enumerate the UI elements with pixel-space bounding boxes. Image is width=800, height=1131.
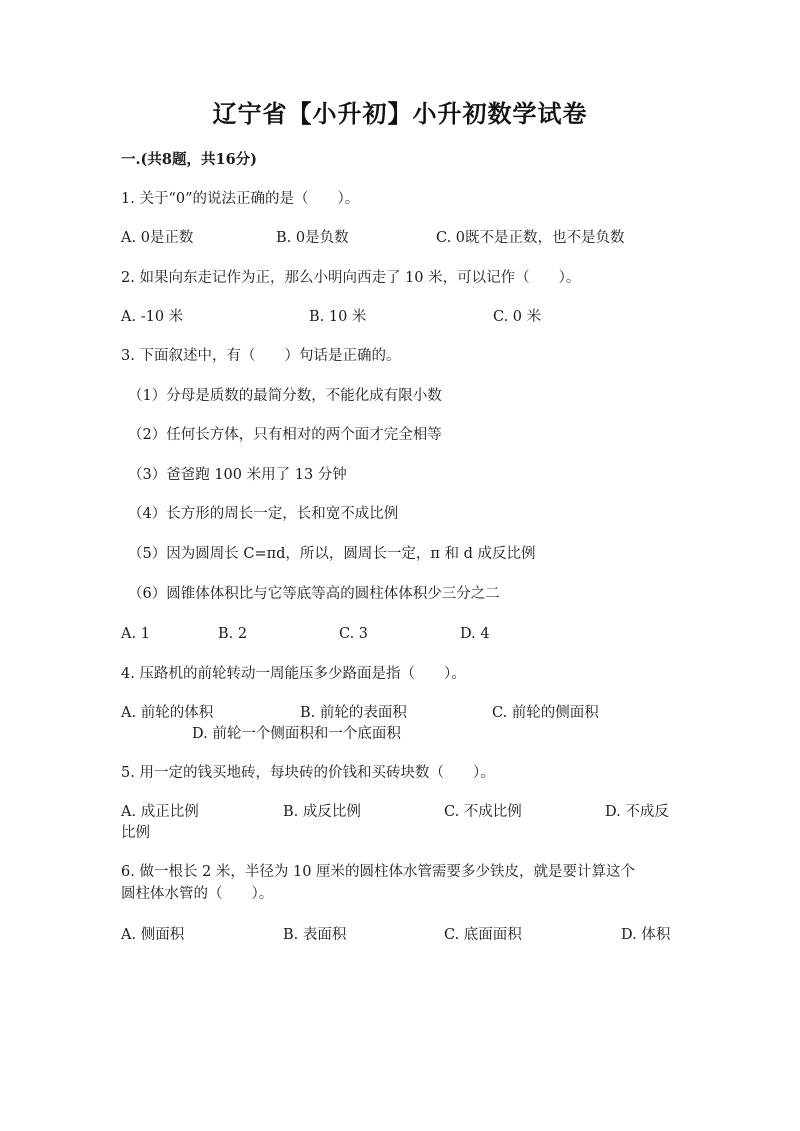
question-5-option-d: D. 不成反 — [605, 804, 669, 820]
question-4-option-d: D. 前轮一个侧面积和一个底面积 — [192, 726, 401, 742]
section-heading: 一.(共8题，共16分) — [121, 151, 258, 168]
question-3-statement: （1）分母是质数的最简分数，不能化成有限小数 — [128, 388, 442, 404]
question-6-option-a: A. 侧面积 — [121, 927, 185, 943]
question-4-option-b: B. 前轮的表面积 — [300, 705, 407, 721]
question-5-option-b: B. 成反比例 — [283, 804, 361, 820]
question-2-option-b: B. 10 米 — [309, 309, 367, 325]
question-3-statement: （6）圆锥体体积比与它等底等高的圆柱体体积少三分之二 — [128, 586, 500, 602]
question-3-statement: （3）爸爸跑 100 米用了 13 分钟 — [128, 467, 347, 483]
question-3-stem: 3. 下面叙述中，有（ ）句话是正确的。 — [121, 348, 401, 364]
question-1-option-a: A. 0是正数 — [121, 230, 194, 246]
question-1-option-b: B. 0是负数 — [276, 230, 349, 246]
question-4-stem: 4. 压路机的前轮转动一周能压多少路面是指（ ）。 — [121, 666, 466, 682]
question-3-statement: （4）长方形的周长一定，长和宽不成比例 — [128, 506, 399, 522]
question-1-stem: 1. 关于“0”的说法正确的是（ ）。 — [121, 191, 360, 207]
question-6-stem-continued: 圆柱体水管的（ ）。 — [121, 886, 274, 902]
question-5-option-a: A. 成正比例 — [121, 804, 199, 820]
page-title: 辽宁省【小升初】小升初数学试卷 — [212, 99, 588, 128]
question-5-stem: 5. 用一定的钱买地砖，每块砖的价钱和买砖块数（ ）。 — [121, 765, 495, 781]
question-4-option-a: A. 前轮的体积 — [121, 705, 214, 721]
question-2-option-a: A. -10 米 — [121, 309, 184, 325]
question-3-option-c: C. 3 — [339, 626, 369, 642]
question-6-option-b: B. 表面积 — [283, 927, 347, 943]
question-3-option-d: D. 4 — [460, 626, 490, 642]
question-5-option-c: C. 不成比例 — [444, 804, 522, 820]
question-6-option-c: C. 底面面积 — [444, 927, 522, 943]
question-6-stem: 6. 做一根长 2 米，半径为 10 厘米的圆柱体水管需要多少铁皮，就是要计算这个 — [121, 864, 636, 880]
question-2-option-c: C. 0 米 — [493, 309, 542, 325]
question-5-option-d-wrap: 比例 — [121, 825, 150, 841]
question-3-option-b: B. 2 — [218, 626, 248, 642]
question-4-option-c: C. 前轮的侧面积 — [492, 705, 599, 721]
question-2-stem: 2. 如果向东走记作为正，那么小明向西走了 10 米，可以记作（ ）。 — [121, 270, 581, 286]
question-3-option-a: A. 1 — [121, 626, 150, 642]
question-1-option-c: C. 0既不是正数，也不是负数 — [436, 230, 625, 246]
question-3-statement: （5）因为圆周长 C=πd，所以，圆周长一定，π 和 d 成反比例 — [128, 546, 536, 562]
question-6-option-d: D. 体积 — [621, 927, 671, 943]
question-3-statement: （2）任何长方体，只有相对的两个面才完全相等 — [128, 427, 442, 443]
